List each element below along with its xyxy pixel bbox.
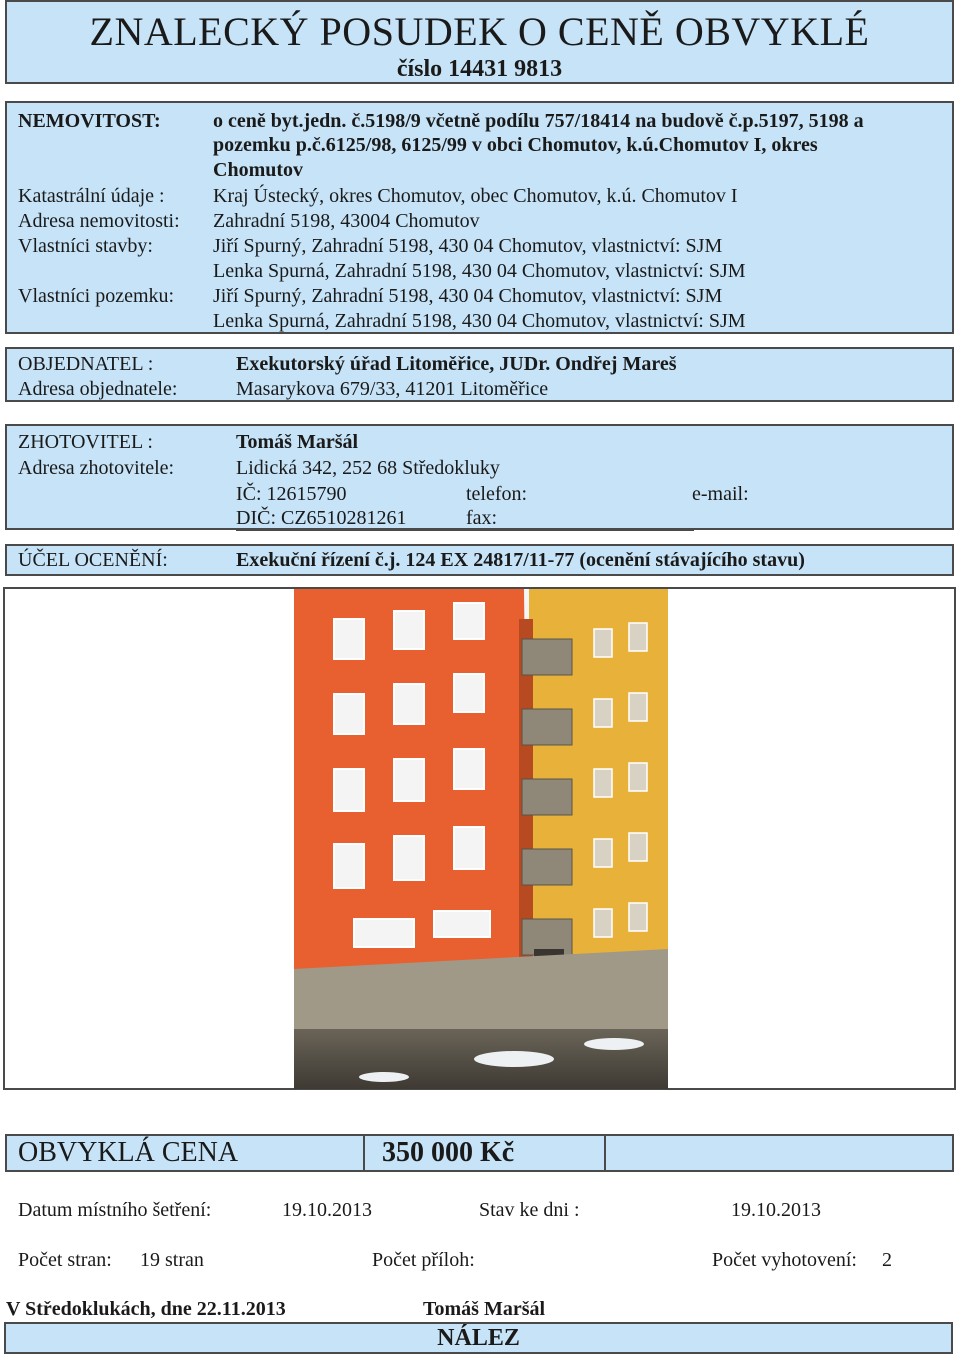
state-date: 19.10.2013 (731, 1199, 821, 1221)
client-name: Exekutorský úřad Litoměřice, JUDr. Ondřej Mareš (236, 353, 677, 375)
title-box (5, 0, 954, 84)
client-label: OBJEDNATEL : (18, 353, 154, 375)
building-owner-1: Jiří Spurný, Zahradní 5198, 430 04 Chomutov, vlastnictví: SJM (213, 235, 723, 257)
property-label: NEMOVITOST: (18, 110, 161, 132)
price-empty-cell (604, 1134, 954, 1172)
price-label: OBVYKLÁ CENA (18, 1137, 239, 1168)
document-number: číslo 14431 9813 (396, 56, 563, 82)
contractor-email-label: e-mail: (692, 483, 749, 505)
address-value: Zahradní 5198, 43004 Chomutov (213, 210, 480, 232)
land-owner-1: Jiří Spurný, Zahradní 5198, 430 04 Chomutov, vlastnictví: SJM (213, 285, 723, 307)
copies-value: 2 (882, 1249, 892, 1271)
signer-name: Tomáš Maršál (423, 1298, 546, 1320)
photo-frame (3, 587, 956, 1090)
contractor-name: Tomáš Maršál (236, 431, 359, 453)
property-desc-line3: Chomutov (213, 159, 304, 181)
contractor-divider (236, 529, 694, 531)
contractor-ic: IČ: 12615790 (236, 483, 347, 505)
contractor-dic: DIČ: CZ6510281261 (236, 507, 407, 529)
client-address-label: Adresa objednatele: (18, 378, 178, 400)
pages-value: 19 stran (140, 1249, 204, 1271)
contractor-label: ZHOTOVITEL : (18, 431, 153, 453)
contractor-address: Lidická 342, 252 68 Středokluky (236, 457, 500, 479)
land-owners-label: Vlastníci pozemku: (18, 285, 175, 307)
price-value: 350 000 Kč (382, 1137, 515, 1168)
attachments-label: Počet příloh: (372, 1249, 475, 1271)
document-title: ZNALECKÝ POSUDEK O CENĚ OBVYKLÉ (89, 9, 870, 54)
cadastral-label: Katastrální údaje : (18, 185, 165, 207)
building-photo (294, 589, 668, 1089)
place-date: V Středoklukách, dne 22.11.2013 (6, 1298, 286, 1320)
inspection-label: Datum místního šetření: (18, 1199, 212, 1221)
client-address: Masarykova 679/33, 41201 Litoměřice (236, 378, 549, 400)
pages-label: Počet stran: (18, 1249, 112, 1271)
contractor-fax-label: fax: (466, 507, 498, 529)
building-owners-label: Vlastníci stavby: (18, 235, 153, 257)
section-heading-nalez: NÁLEZ (4, 1322, 953, 1354)
state-label: Stav ke dni : (479, 1199, 580, 1221)
building-owner-2: Lenka Spurná, Zahradní 5198, 430 04 Chomutov, vlastnictví: SJM (213, 260, 746, 282)
cadastral-value: Kraj Ústecký, okres Chomutov, obec Chomutov, k.ú. Chomutov I (213, 185, 738, 207)
property-desc-line1: o ceně byt.jedn. č.5198/9 včetně podílu 757/18414 na budově č.p.5197, 5198 a (213, 110, 864, 132)
copies-label: Počet vyhotovení: (712, 1249, 857, 1271)
address-label: Adresa nemovitosti: (18, 210, 180, 232)
land-owner-2: Lenka Spurná, Zahradní 5198, 430 04 Chomutov, vlastnictví: SJM (213, 310, 746, 332)
purpose-value: Exekuční řízení č.j. 124 EX 24817/11-77 (ocenění stávajícího stavu) (236, 549, 805, 571)
contractor-phone-label: telefon: (466, 483, 528, 505)
purpose-label: ÚČEL OCENĚNÍ: (18, 549, 168, 571)
property-desc-line2: pozemku p.č.6125/98, 6125/99 v obci Chomutov, k.ú.Chomutov I, okres (213, 134, 818, 156)
inspection-date: 19.10.2013 (282, 1199, 372, 1221)
contractor-address-label: Adresa zhotovitele: (18, 457, 175, 479)
